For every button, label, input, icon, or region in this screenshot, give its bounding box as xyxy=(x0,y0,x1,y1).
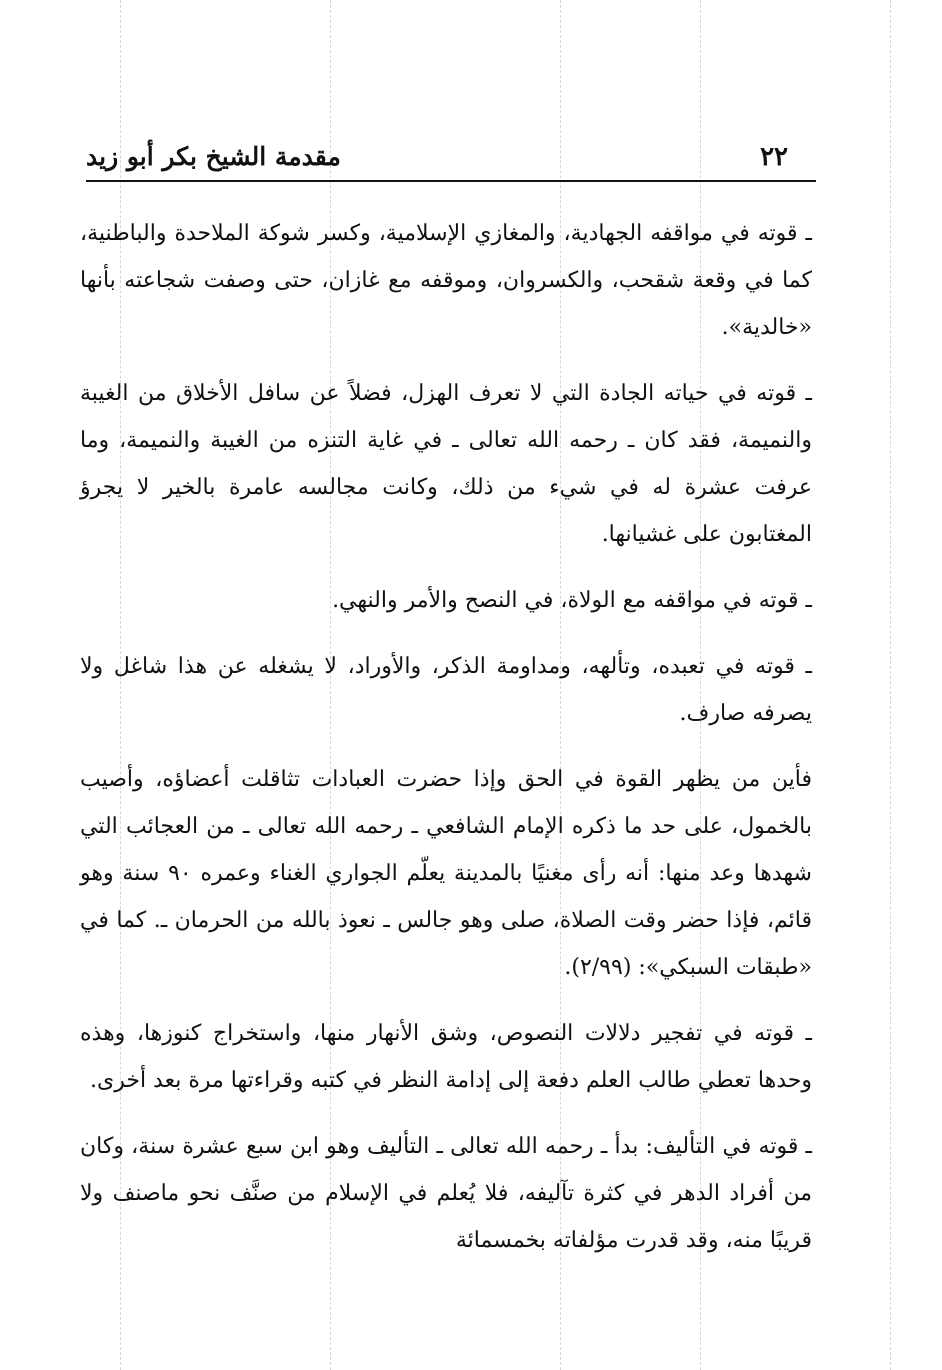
running-title: مقدمة الشيخ بكر أبو زيد xyxy=(86,142,341,171)
paragraph: فأين من يظهر القوة في الحق وإذا حضرت العبادات تثاقلت أعضاؤه، وأصيب بالخمول، على حد ما ذكره الإمام الشافعي ـ رحمه الله تعالى ـ من العجائب التي شهدها وعد منها: أنه رأى مغنيًا بالمدينة يعلّم الجواري الغناء وعمره ٩٠ سنة وهو قائم، فإذا حضر وقت الصلاة، صلى وهو جالس ـ نعوذ بالله من الحرمان ـ. كما في «طبقات السبكي»: (٢/٩٩). xyxy=(80,767,812,980)
paragraph: ـ قوته في مواقفه مع الولاة، في النصح والأمر والنهي. xyxy=(332,588,812,613)
page-body xyxy=(80,210,812,1283)
paragraph: ـ قوته في حياته الجادة التي لا تعرف الهزل، فضلاً عن سافل الأخلاق من الغيبة والنميمة، فقد كان ـ رحمه الله تعالى ـ في غاية التنزه من الغيبة والنميمة، وما عرفت عشرة له في شيء من ذلك، وكانت مجالسه عامرة بالخير لا يجرؤ المغتابون على غشيانها. xyxy=(80,381,812,547)
paragraph: ـ قوته في تعبده، وتألهه، ومداومة الذكر، والأوراد، لا يشغله عن هذا شاغل ولا يصرفه صارف. xyxy=(80,654,812,726)
page-header xyxy=(86,140,816,182)
scan-guide-line xyxy=(890,0,891,1370)
page-number: ٢٢ xyxy=(760,142,788,172)
paragraph: ـ قوته في تفجير دلالات النصوص، وشق الأنهار منها، واستخراج كنوزها، وهذه وحدها تعطي طالب العلم دفعة إلى إدامة النظر في كتبه وقراءتها مرة بعد أخرى. xyxy=(80,1021,812,1093)
paragraph: ـ قوته في مواقفه الجهادية، والمغازي الإسلامية، وكسر شوكة الملاحدة والباطنية، كما في وقعة شقحب، والكسروان، وموقفه مع غازان، حتى وصفت شجاعته بأنها «خالدية». xyxy=(80,221,812,340)
paragraph: ـ قوته في التأليف: بدأ ـ رحمه الله تعالى ـ التأليف وهو ابن سبع عشرة سنة، وكان من أفراد الدهر في كثرة تآليفه، فلا يُعلم في الإسلام من صنَّف نحو ماصنف ولا قريبًا منه، وقد قدرت مؤلفاته بخمسمائة xyxy=(80,1134,812,1253)
